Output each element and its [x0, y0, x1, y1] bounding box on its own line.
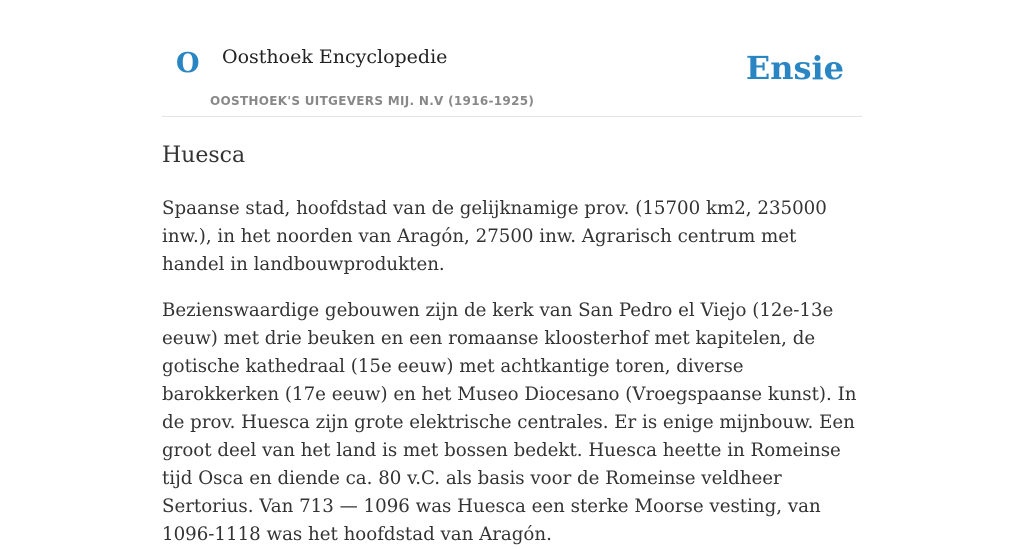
article-paragraph: Bezienswaardige gebouwen zijn de kerk van San Pedro el Viejo (12e-13e eeuw) met drie beuken en een romaanse kloosterhof met kapitelen, de gotische kathedraal (15e eeuw) met achtkantige toren, diverse barokkerken (17e eeuw) en het Museo Diocesano (Vroegspaanse kunst). In de prov. Huesca zijn grote elektrische centrales. Er is enige mijnbouw. Een groot deel van het land is met bossen bedekt. Huesca heette in Romeinse tijd Osca en diende ca. 80 v.C. als basis voor de Romeinse veldheer Sertorius. Van 713 — 1096 was Huesca een sterke Moorse vesting, van 1096-1118 was het hoofdstad van Aragón.	[162, 300, 857, 546]
encyclopedia-logo[interactable]: O	[176, 48, 200, 79]
article-paragraph: Spaanse stad, hoofdstad van de gelijknamige prov. (15700 km2, 235000 inw.), in het noorden van Aragón, 27500 inw. Agrarisch centrum met handel in landbouwprodukten.	[162, 198, 827, 276]
article-title: Huesca	[162, 143, 246, 168]
encyclopedia-header	[162, 0, 862, 117]
ensie-logo-link[interactable]: Ensie	[745, 49, 844, 87]
encyclopedia-title[interactable]: Oosthoek Encyclopedie	[222, 46, 448, 68]
page	[162, 0, 862, 546]
publisher-label: OOSTHOEK'S UITGEVERS MIJ. N.V (1916-1925)	[210, 94, 535, 108]
